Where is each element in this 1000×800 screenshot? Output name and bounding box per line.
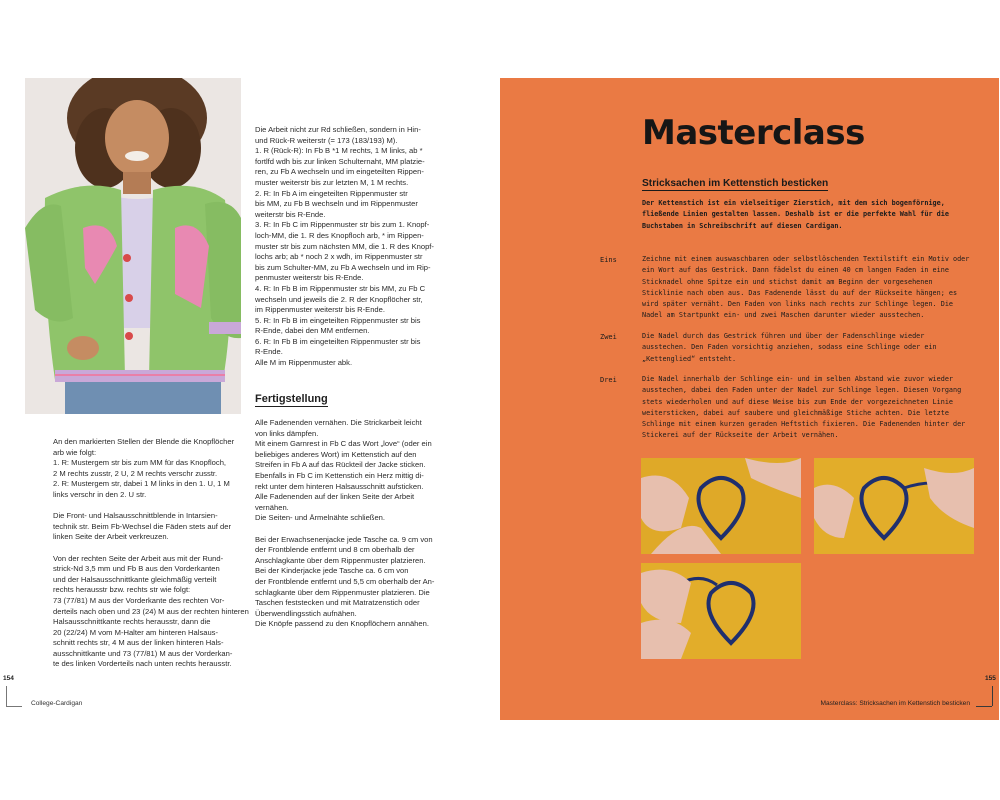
text-line: strick-Nd 3,5 mm und Fb B aus den Vorderkanten — [53, 564, 220, 574]
text-line: Alle M im Rippenmuster abk. — [255, 358, 353, 368]
step-text-zwei: Die Nadel durch das Gestrick führen und über der Fadenschlinge wieder ausstechen. Den Faden vorsichtig anziehen, sodass eine Schlinge oder ein „Kettenglied“ entsteht. — [642, 332, 937, 363]
text-line: wechseln und jeweils die 2. R der Knopflöcher str, — [255, 294, 423, 304]
text-line: arb wie folgt: — [53, 447, 97, 457]
text-line: Alle Fadenenden vernähen. Die Strickarbeit leicht — [255, 418, 422, 427]
text-line: und Rück-R weiterstr (= 173 (183/193) M). — [255, 135, 398, 145]
text-line: ausschnittkante und 73 (77/81) M aus der Vorderkan- — [53, 648, 233, 658]
text-line: 1. R (Rück-R): In Fb B *1 M rechts, 1 M links, ab * — [255, 146, 423, 156]
subtitle: Stricksachen im Kettenstich besticken — [642, 178, 829, 189]
instructions-column-2 — [255, 125, 455, 369]
text-line: te des linken Vorderteils nach unten rechts herausstr. — [53, 659, 232, 669]
text-line: 20 (22/24) M vom M-Halter am hinteren Halsaus- — [53, 627, 219, 637]
text-line: weiterstr bis R-Ende. — [255, 209, 326, 219]
step-photo-3 — [641, 563, 801, 659]
text-line: penmuster weiterstr bis R-Ende. — [255, 273, 364, 283]
text-line: Die Arbeit nicht zur Rd schließen, sondern in Hin- — [255, 125, 421, 134]
text-line: schlagkante über dem Rippenmuster platzieren. Die — [255, 587, 430, 597]
footer-rule-left-horizontal — [6, 706, 22, 707]
text-line: rechts herausstr bzw. rechts str wie folgt: — [53, 585, 191, 595]
text-line: schnitt rechts str, 4 M aus der linken hinteren Hals- — [53, 638, 224, 648]
footer-rule-left — [6, 686, 7, 706]
instructions-column-1 — [53, 437, 253, 670]
text-line: Anschlagkante über dem Rippenmuster platzieren. — [255, 555, 426, 565]
text-line: und der Halsausschnittkante gleichmäßig verteilt — [53, 574, 217, 584]
text-line: bis MM, zu Fb B wechseln und im Rippenmuster — [255, 199, 418, 209]
text-line: derteils nach oben und 23 (24) M aus der rechten hinteren — [53, 606, 249, 616]
page-title: Masterclass — [642, 113, 865, 153]
text-line: muster weiterstr bis zur letzten M, 1 M rechts. — [255, 177, 409, 187]
text-line: Die Seiten- und Ärmelnähte schließen. — [255, 513, 386, 523]
text-line: im Rippenmuster weiterstr bis R-Ende. — [255, 305, 385, 315]
text-line: 73 (77/81) M aus der Vorderkante des rechten Vor- — [53, 595, 225, 605]
text-line: 2. R: Mustergem str, dabei 1 M links in den 1. U, 1 M — [53, 479, 230, 489]
text-line: fortlfd wdh bis zur linken Schulternaht, MM platzie- — [255, 156, 425, 166]
text-line: 4. R: In Fb B im Rippenmuster str bis MM, zu Fb C — [255, 283, 426, 293]
intro-text: Der Kettenstich ist ein vielseitiger Zierstich, mit dem sich bogenförnige, fließende Linien gestalten lassen. Deshalb ist er die perfekte Wahl für die Buchstaben in Schreibschrift auf diesen Cardigan. — [642, 199, 949, 230]
text-line: links verschr in den 2. U str. — [53, 489, 147, 499]
text-line: der Frontblende entfernt und 8 cm oberhalb der — [255, 545, 415, 555]
text-line: An den markierten Stellen der Blende die Knopflöcher — [53, 437, 235, 446]
text-line: rekt unter dem hinteren Halsausschnitt aufsticken. — [255, 481, 424, 491]
section-heading-fertigstellung: Fertigstellung — [255, 393, 328, 405]
step-photo-2 — [814, 458, 974, 554]
step-text-drei: Die Nadel innerhalb der Schlinge ein- und im selben Abstand wie zuvor wieder ausstechen, dabei den Faden unter der Nadel zur Schlinge legen. Diesen Vorgang stets wiederholen und auf diese Weise bis zum Ende der vorgezeichneten Linie weitersticken, dabei auf saubere und gleichmäßige Stiche achten. Die letzte Schlinge mit einem kurzen geraden Heftstich fixieren. Die Fadenenden hinter der Stickerei auf der Rückseite der Arbeit vernähen. — [642, 375, 966, 440]
text-line: Von der rechten Seite der Arbeit aus mit der Rund- — [53, 553, 224, 563]
text-line: Streifen in Fb A auf das Rückteil der Jacke sticken. — [255, 460, 426, 470]
text-line: Halsausschnittkante rechts herausstr, dann die — [53, 617, 211, 627]
text-line: R-Ende. — [255, 347, 283, 357]
text-line: 5. R: In Fb B im eingeteilten Rippenmuster str bis — [255, 315, 421, 325]
page-number-left: 154 — [3, 675, 14, 682]
step-label-eins: Eins — [600, 256, 617, 264]
text-line: lochs arb; ab * noch 2 x wdh, im Rippenmuster str — [255, 252, 423, 262]
text-line: bis zum Schulter-MM, zu Fb A wechseln und im Rip- — [255, 262, 431, 272]
text-line: Mit einem Garnrest in Fb C das Wort „love“ (oder ein — [255, 439, 432, 449]
fertigstellung-text — [255, 418, 455, 630]
child-cardigan-photo — [25, 78, 241, 414]
text-line: 2 M rechts zusstr, 2 U, 2 M rechts verschr zusstr. — [53, 468, 218, 478]
text-line: technik str. Beim Fb-Wechsel die Fäden stets auf der — [53, 521, 231, 531]
text-line: Taschen feststecken und mit Matratzenstich oder — [255, 598, 420, 608]
text-line: loch-MM, die 1. R des Knopfloch arb, * im Rippen- — [255, 230, 424, 240]
text-line: vernähen. — [255, 502, 289, 512]
text-line: von links dämpfen. — [255, 428, 319, 438]
text-line: 3. R: In Fb C im Rippenmuster str bis zum 1. Knopf- — [255, 220, 430, 230]
step-label-drei: Drei — [600, 376, 617, 384]
footer-rule-right — [992, 686, 993, 706]
text-line: 6. R: In Fb B im eingeteilten Rippenmuster str bis — [255, 336, 421, 346]
text-line: der Frontblende entfernt und 5,5 cm oberhalb der An- — [255, 576, 435, 586]
text-line: Ebenfalls in Fb C im Kettenstich ein Herz mittig di- — [255, 470, 424, 480]
text-line: muster str bis zum nächsten MM, die 1. R des Knopf- — [255, 241, 434, 251]
page-number-right: 155 — [985, 675, 996, 682]
step-label-zwei: Zwei — [600, 333, 617, 341]
text-line: 2. R: In Fb A im eingeteilten Rippenmuster str — [255, 188, 408, 198]
text-line: ren, zu Fb A wechseln und im eingeteilten Rippen- — [255, 167, 424, 177]
text-line: 1. R: Mustergem str bis zum MM für das Knopfloch, — [53, 458, 227, 468]
step-text-eins: Zeichne mit einem auswaschbaren oder selbstlöschenden Textilstift ein Motiv oder ein Wort auf das Gestrick. Dann fädelst du einen 40 cm langen Faden in eine Sticknadel ohne Spitze ein und stichst damit am Beginn der vorgesehenen Sticklinie nach oben aus. Das Fadenende lässt du auf der Rückseite hängen; es wird später vernäht. Den Faden von links nach rechts zur Schlinge legen. Die Nadel am Startpunkt ein- und zwei Maschen darunter wieder ausstechen. — [642, 255, 970, 320]
text-line: linken Seite der Arbeit verkreuzen. — [53, 532, 169, 542]
footer-title-left: College-Cardigan — [31, 700, 83, 707]
text-line: Die Knöpfe passend zu den Knopflöchern annähen. — [255, 619, 429, 629]
text-line: Bei der Kinderjacke jede Tasche ca. 6 cm von — [255, 566, 409, 576]
step-photo-1 — [641, 458, 801, 554]
text-line: beliebiges anderes Wort) im Kettenstich auf den — [255, 449, 417, 459]
footer-title-right: Masterclass: Stricksachen im Kettenstich besticken — [820, 700, 970, 707]
text-line: Alle Fadenenden auf der linken Seite der Arbeit — [255, 492, 415, 502]
text-line: Bei der Erwachsenenjacke jede Tasche ca. 9 cm von — [255, 534, 433, 544]
text-line: R-Ende, dabei den MM entfernen. — [255, 326, 370, 336]
footer-rule-right-horizontal — [976, 706, 992, 707]
text-line: Überwendlingsstich aufnähen. — [255, 608, 357, 618]
text-line: Die Front- und Halsausschnittblende in Intarsien- — [53, 511, 218, 521]
